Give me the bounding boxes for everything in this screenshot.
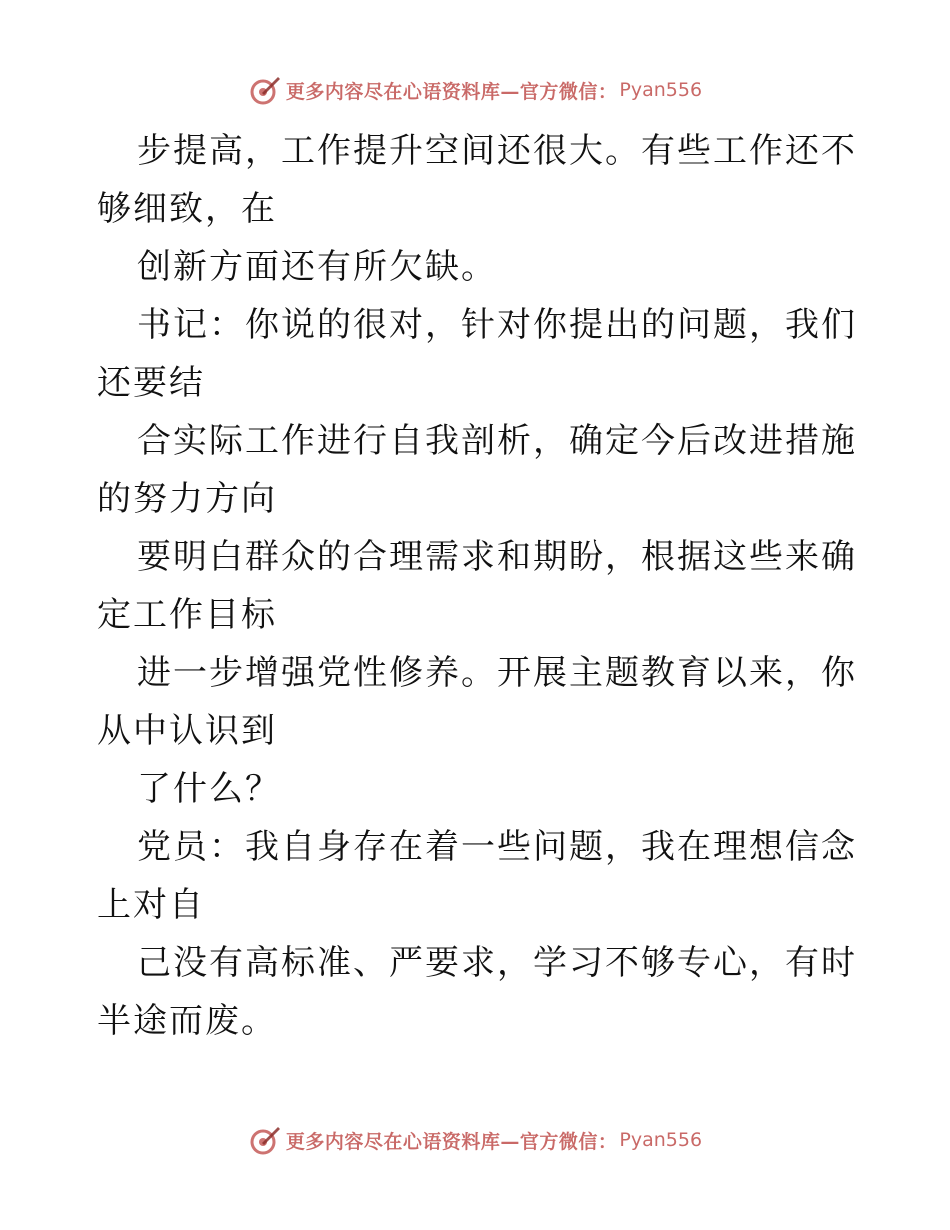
footer-wechat-id: Pyan556	[619, 1129, 703, 1151]
paragraph-6: 进一步增强党性修养。开展主题教育以来，你从中认识到	[97, 653, 857, 751]
paragraph-8: 党员：我自身存在着一些问题，我在理想信念上对自	[97, 827, 857, 925]
paragraph-3: 书记：你说的很对，针对你提出的问题，我们还要结	[97, 305, 857, 403]
quill-pen-logo-icon	[248, 73, 282, 107]
paragraph-2: 创新方面还有所欠缺。	[137, 247, 497, 287]
paragraph-5: 要明白群众的合理需求和期盼，根据这些来确定工作目标	[97, 537, 857, 635]
paragraph-7: 了什么？	[137, 769, 281, 809]
paragraph-1: 步提高，工作提升空间还很大。有些工作还不够细致，在	[97, 131, 857, 229]
header-banner-text: 更多内容尽在心语资料库—官方微信：	[285, 80, 618, 103]
quill-pen-logo-icon	[248, 1123, 282, 1157]
document-body	[97, 122, 857, 1050]
header-banner	[0, 70, 950, 110]
paragraph-4: 合实际工作进行自我剖析，确定今后改进措施的努力方向	[97, 421, 857, 519]
paragraph-9: 己没有高标准、严要求，学习不够专心，有时半途而废。	[97, 943, 857, 1041]
footer-banner	[0, 1120, 950, 1160]
header-wechat-id: Pyan556	[619, 79, 703, 101]
footer-banner-text: 更多内容尽在心语资料库—官方微信：	[285, 1130, 618, 1153]
